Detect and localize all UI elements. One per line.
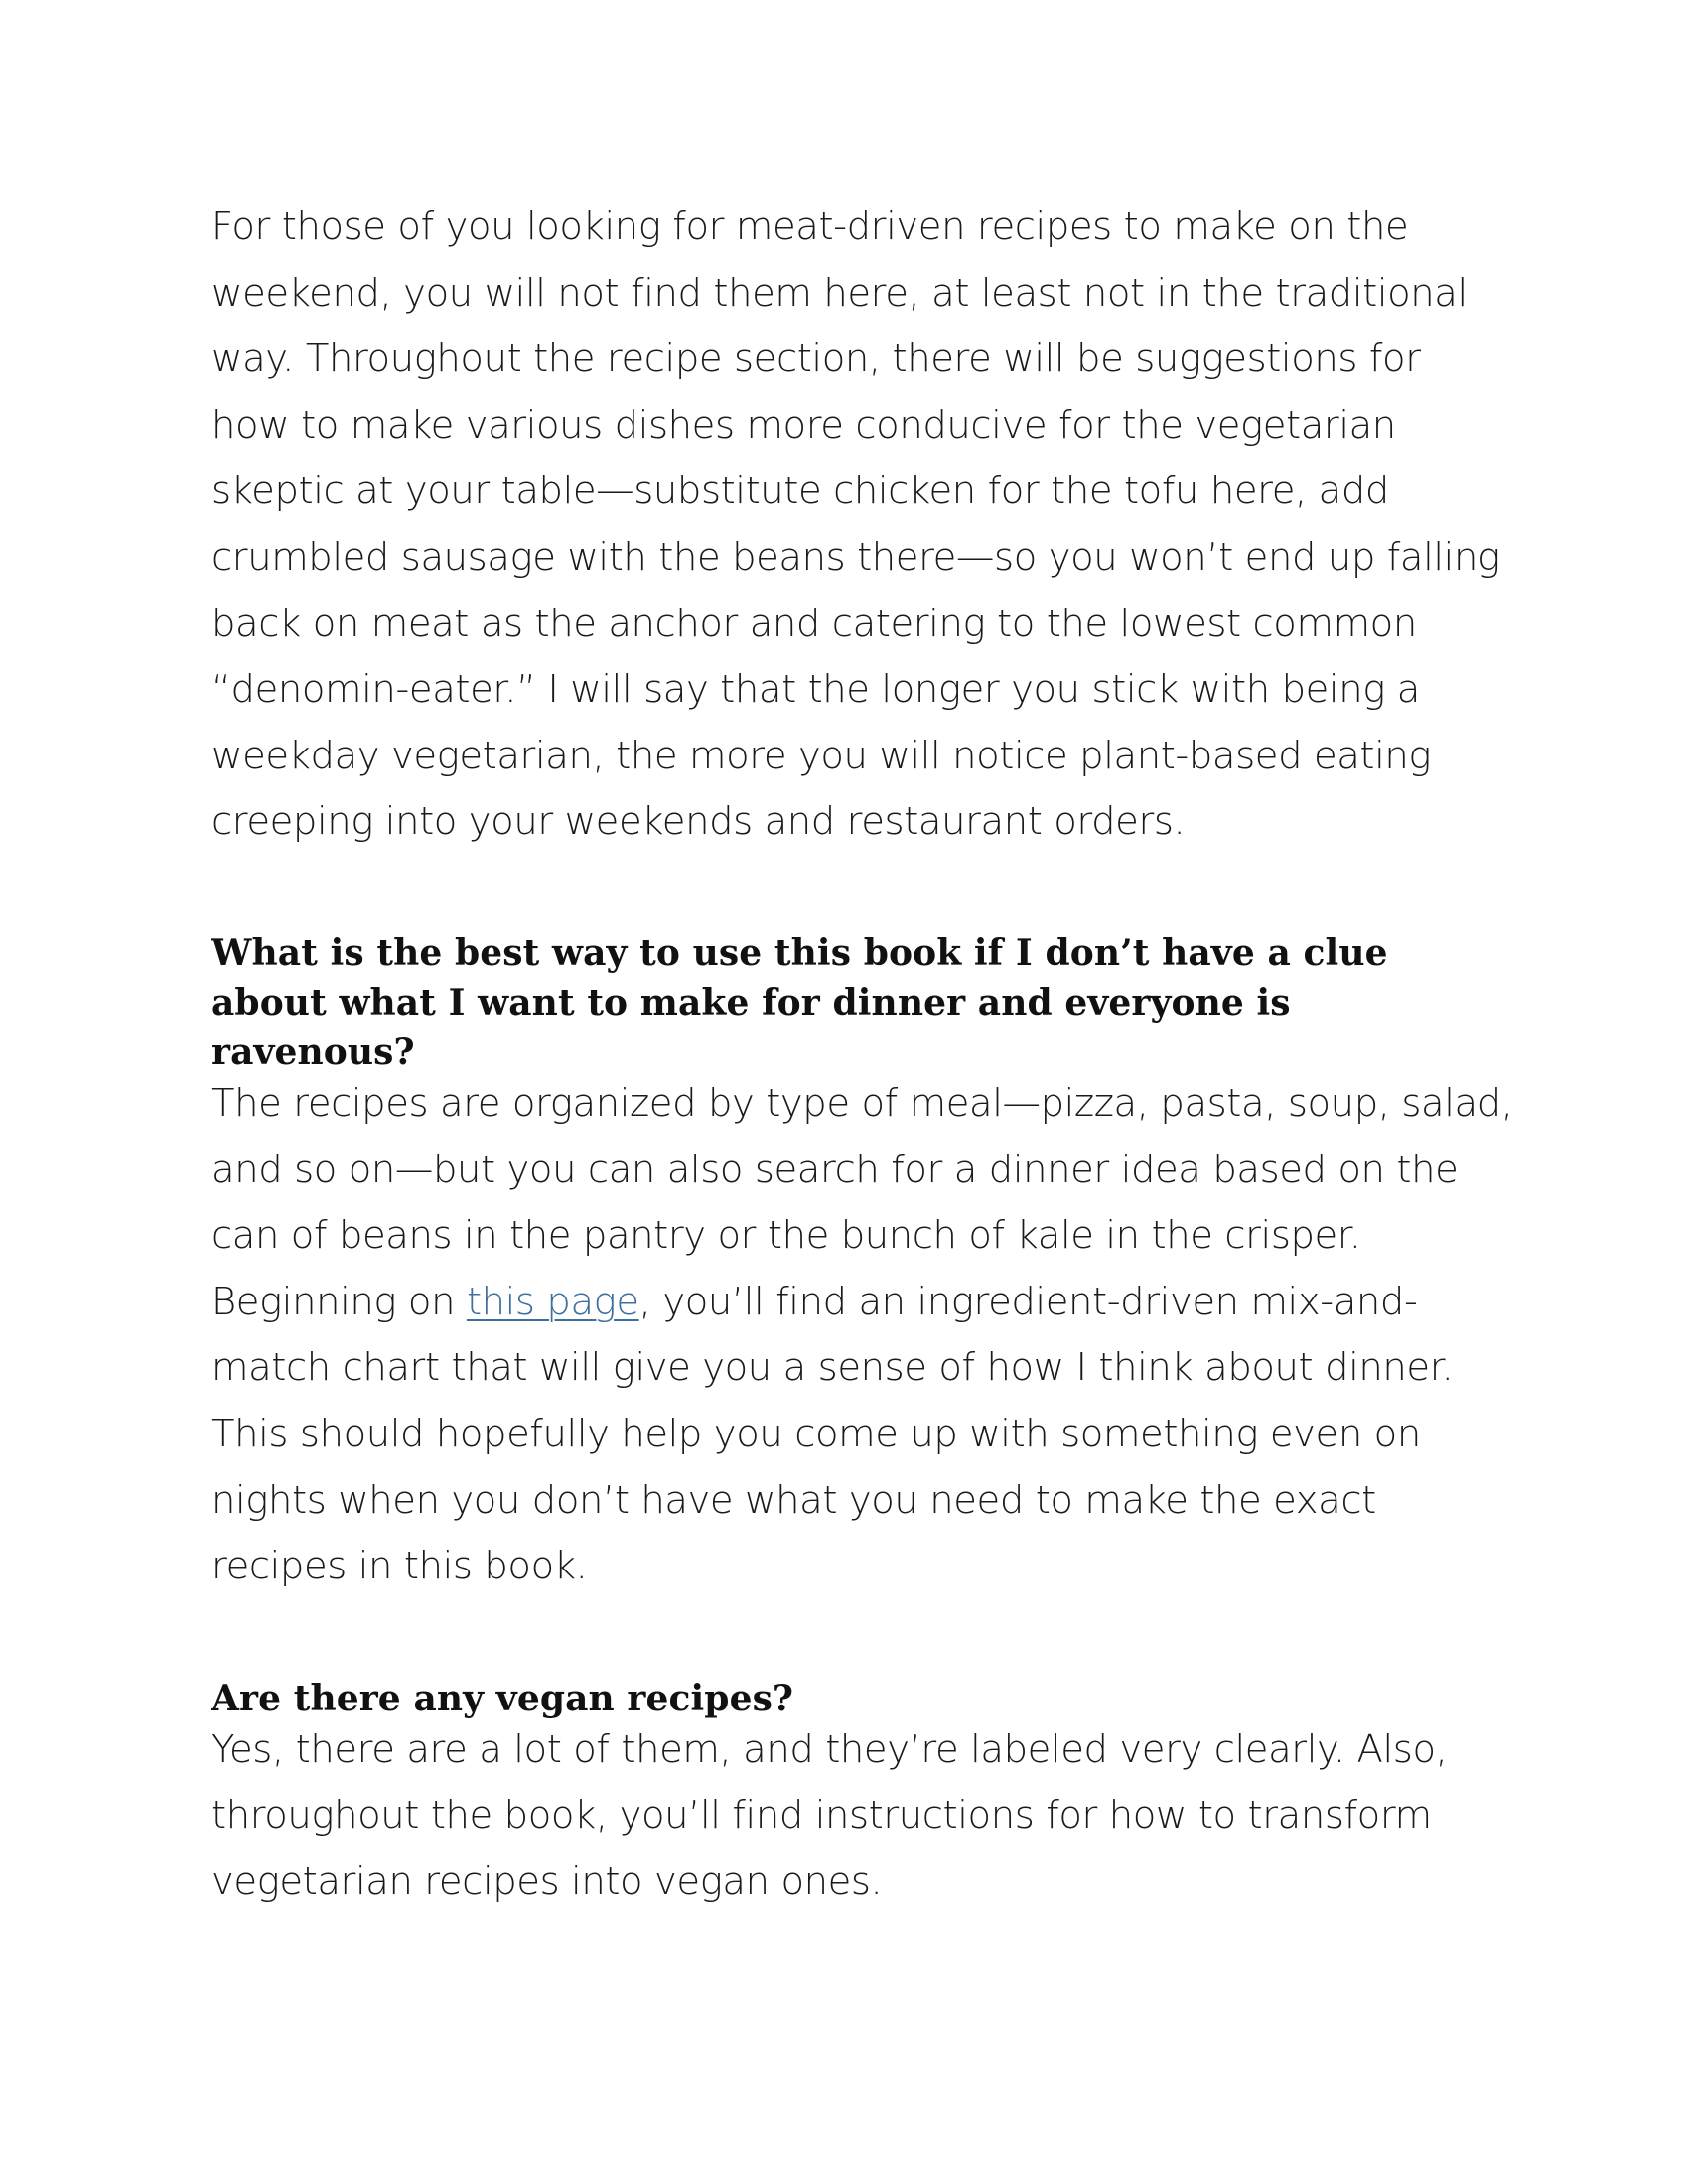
- paragraph-line: match chart that will give you a sense of how I think about dinner.: [211, 1345, 1454, 1391]
- heading-line: What is the best way to use this book if I don’t have a clue: [211, 931, 1388, 974]
- section-spacer: [211, 856, 1502, 928]
- paragraph-line: skeptic at your table—substitute chicken for the tofu here, add: [211, 469, 1389, 514]
- paragraph-line: This should hopefully help you come up with something even on: [211, 1411, 1421, 1456]
- paragraph-line: way. Throughout the recipe section, there will be suggestions for: [211, 337, 1421, 382]
- paragraph-line: vegetarian recipes into vegan ones.: [211, 1858, 883, 1904]
- paragraph-line: how to make various dishes more conducive for the vegetarian: [211, 402, 1396, 448]
- paragraph-line-with-link: [211, 1270, 1502, 1336]
- paragraph-line: “denomin-eater.” I will say that the longer you stick with being a: [211, 667, 1420, 713]
- vegan-answer-paragraph: [211, 1717, 1502, 1916]
- paragraph-line: The recipes are organized by type of meal—pizza, pasta, soup, salad,: [211, 1080, 1513, 1126]
- best-way-answer-paragraph: [211, 1071, 1513, 1600]
- heading-line: Are there any vegan recipes?: [211, 1677, 794, 1719]
- paragraph-line: crumbled sausage with the beans there—so you won’t end up falling: [211, 534, 1500, 580]
- this-page-link[interactable]: this page: [466, 1279, 639, 1324]
- paragraph-line: throughout the book, you’ll find instructions for how to transform: [211, 1793, 1432, 1839]
- paragraph-line: recipes in this book.: [211, 1544, 588, 1589]
- paragraph-line: weekend, you will not find them here, at least not in the traditional: [211, 270, 1468, 316]
- paragraph-line: weekday vegetarian, the more you will notice plant-based eating: [211, 733, 1432, 778]
- best-way-question-heading: [211, 928, 1502, 1077]
- heading-line: about what I want to make for dinner and everyone is: [211, 981, 1291, 1024]
- paragraph-line: and so on—but you can also search for a dinner idea based on the: [211, 1147, 1459, 1192]
- paragraph-line: For those of you looking for meat-driven recipes to make on the: [211, 205, 1409, 249]
- paragraph-line: back on meat as the anchor and catering to the lowest common: [211, 601, 1417, 646]
- meat-driven-paragraph: [211, 195, 1502, 856]
- paragraph-line: creeping into your weekends and restaurant orders.: [211, 799, 1186, 845]
- link-prefix-text: Beginning on: [211, 1279, 467, 1324]
- paragraph-line: nights when you don’t have what you need to make the exact: [211, 1477, 1376, 1523]
- heading-line: ravenous?: [211, 1030, 415, 1073]
- link-suffix-text: , you’ll find an ingredient-driven mix-and-: [638, 1279, 1418, 1324]
- document-page: [211, 195, 1513, 1915]
- vegan-question-heading: [211, 1674, 1502, 1723]
- paragraph-line: can of beans in the pantry or the bunch of kale in the crisper.: [211, 1213, 1361, 1259]
- section-spacer: [211, 1600, 1502, 1674]
- paragraph-line: Yes, there are a lot of them, and they’re labeled very clearly. Also,: [211, 1726, 1448, 1772]
